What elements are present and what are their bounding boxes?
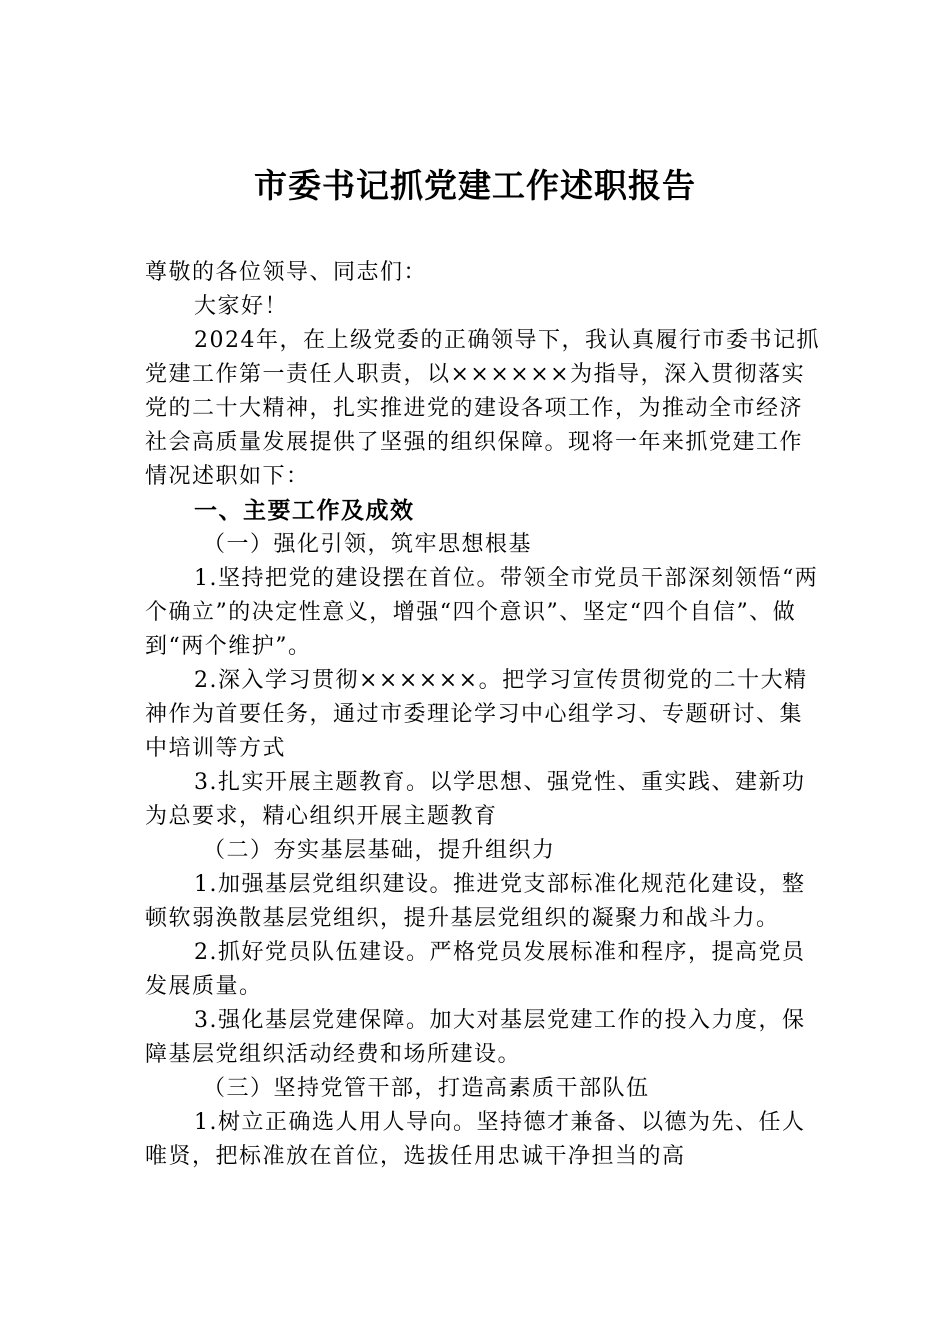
paragraph: 1.加强基层党组织建设。推进党支部标准化规范化建设，整顿软弱涣散基层党组织，提升基层党组织的凝聚力和战斗力。 xyxy=(145,872,806,931)
subsection-heading-1: （一）强化引领，筑牢思想根基 xyxy=(203,532,533,557)
paragraph: 3.扎实开展主题教育。以学思想、强党性、重实践、建新功为总要求，精心组织开展主题教育 xyxy=(145,770,806,829)
document-title: 市委书记抓党建工作述职报告 xyxy=(254,166,696,205)
greeting: 大家好！ xyxy=(194,294,289,319)
paragraph: 3.强化基层党建保障。加大对基层党建工作的投入力度，保障基层党组织活动经费和场所建设。 xyxy=(145,1008,806,1067)
document-body xyxy=(145,256,825,1174)
intro-paragraph: 2024年，在上级党委的正确领导下，我认真履行市委书记抓党建工作第一责任人职责，以××××××为指导，深入贯彻落实党的二十大精神，扎实推进党的建设各项工作，为推动全市经济社会高质量发展提供了坚强的组织保障。现将一年来抓党建工作情况述职如下： xyxy=(145,328,820,489)
section-heading-1: 一、主要工作及成效 xyxy=(194,498,415,524)
paragraph: 1.坚持把党的建设摆在首位。带领全市党员干部深刻领悟“两个确立”的决定性意义，增强“四个意识”、坚定“四个自信”、做到“两个维护”。 xyxy=(145,566,819,659)
paragraph: 1.树立正确选人用人导向。坚持德才兼备、以德为先、任人唯贤，把标准放在首位，选拔任用忠诚干净担当的高 xyxy=(145,1110,806,1169)
subsection-heading-3: （三）坚持党管干部，打造高素质干部队伍 xyxy=(203,1076,650,1101)
paragraph: 2.深入学习贯彻××××××。把学习宣传贯彻党的二十大精神作为首要任务，通过市委理论学习中心组学习、专题研讨、集中培训等方式 xyxy=(145,668,808,761)
subsection-heading-2: （二）夯实基层基础，提升组织力 xyxy=(203,838,556,863)
salutation: 尊敬的各位领导、同志们： xyxy=(145,260,428,285)
paragraph: 2.抓好党员队伍建设。严格党员发展标准和程序，提高党员发展质量。 xyxy=(145,940,806,999)
